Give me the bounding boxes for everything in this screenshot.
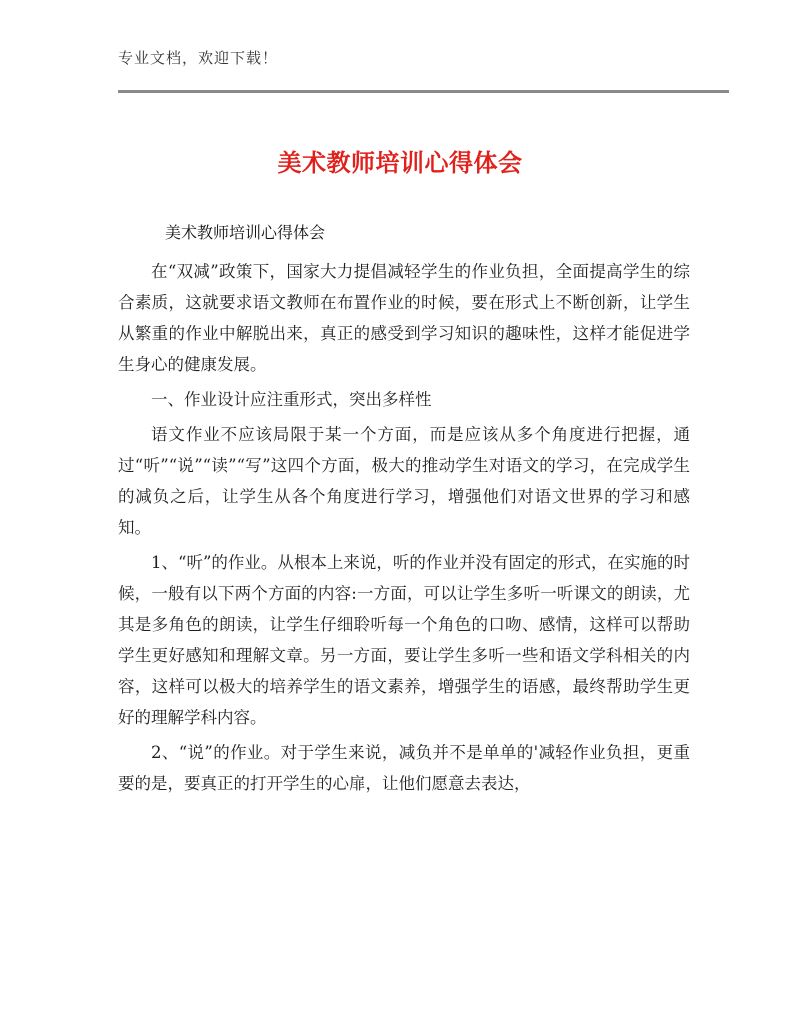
paragraph-listening: 1、“听”的作业。从根本上来说，听的作业并没有固定的形式，在实施的时候，一般有以下两个方面的内容:一方面，可以让学生多听一听课文的朗读，尤其是多角色的朗读，让学生仔细聆听每一个角色的口吻、感情，这样可以帮助学生更好感知和理解文章。另一方面，要让学生多听一些和语文学科相关的内容，这样可以极大的培养学生的语文素养，增强学生的语感，最终帮助学生更好的理解学科内容。 — [118, 553, 690, 727]
page-header-text: 专业文档，欢迎下载！ — [118, 49, 279, 67]
paragraph-intro: 在“双减”政策下，国家大力提倡减轻学生的作业负担，全面提高学生的综合素质，这就要求语文教师在布置作业的时候，要在形式上不断创新，让学生从繁重的作业中解脱出来，真正的感受到学习知识的趣味性，这样才能促进学生身心的健康发展。 — [118, 262, 690, 374]
paragraph-section-body: 语文作业不应该局限于某一个方面，而是应该从多个角度进行把握，通过“听”“说”“读”“写”这四个方面，极大的推动学生对语文的学习，在完成学生的减负之后，让学生从各个角度进行学习，增强他们对语文世界的学习和感知。 — [118, 425, 690, 537]
header-divider — [118, 90, 729, 93]
paragraph-speaking: 2、“说”的作业。对于学生来说，减负并不是单单的'减轻作业负担，更重要的是，要真正的打开学生的心扉，让他们愿意去表达， — [118, 743, 690, 793]
document-title: 美术教师培训心得体会 — [277, 149, 523, 177]
document-subtitle: 美术教师培训心得体会 — [165, 223, 326, 242]
document-body — [118, 256, 690, 803]
paragraph-section-heading: 一、作业设计应注重形式，突出多样性 — [151, 390, 432, 409]
